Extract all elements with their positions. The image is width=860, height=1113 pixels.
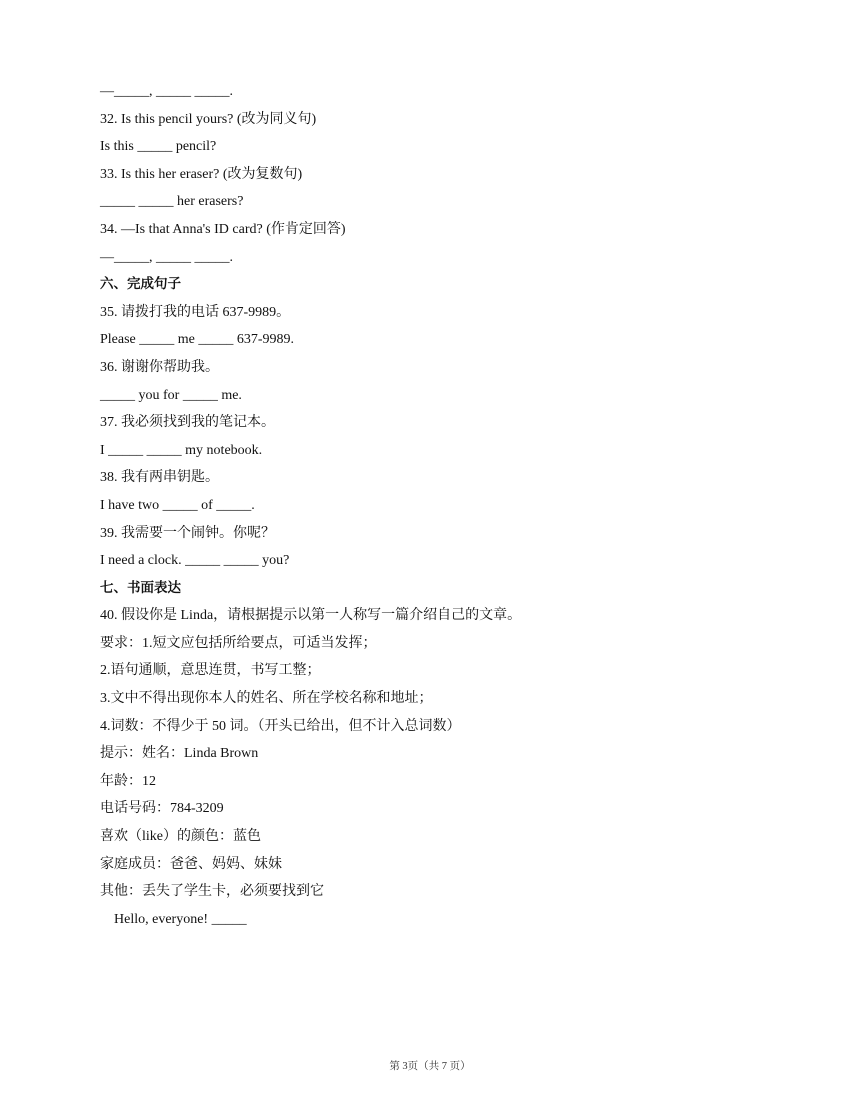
question-36: 36. 谢谢你帮助我。 xyxy=(100,359,219,375)
hint-line: 年龄：12 xyxy=(100,773,156,789)
answer-line: I have two _____ of _____. xyxy=(100,497,255,513)
answer-line: Is this _____ pencil? xyxy=(100,139,217,155)
answer-line: I _____ _____ my notebook. xyxy=(100,442,263,458)
answer-line: —_____, _____ _____. xyxy=(100,249,233,265)
answer-line: —_____, _____ _____. xyxy=(100,84,233,99)
hint-line: 喜欢（like）的颜色：蓝色 xyxy=(100,829,261,845)
question-38: 38. 我有两串钥匙。 xyxy=(100,470,219,486)
question-35: 35. 请拨打我的电话 637-9989。 xyxy=(100,304,291,320)
requirement-line: 4.词数：不得少于 50 词。（开头已给出，但不计入总词数） xyxy=(100,718,461,734)
question-34: 34. —Is that Anna's ID card? (作肯定回答) xyxy=(100,221,346,237)
answer-line: Please _____ me _____ 637-9989. xyxy=(100,332,295,348)
hint-line: 家庭成员：爸爸、妈妈、妹妹 xyxy=(100,856,282,872)
answer-line: _____ you for _____ me. xyxy=(100,387,242,403)
essay-opening-line: Hello, everyone! _____ xyxy=(114,911,247,927)
section-heading-writing: 七、书面表达 xyxy=(100,579,181,596)
hint-line: 提示：姓名：Linda Brown xyxy=(100,746,259,762)
section-heading-complete-sentences: 六、完成句子 xyxy=(100,276,181,293)
question-32: 32. Is this pencil yours? (改为同义句) xyxy=(100,111,317,127)
question-39: 39. 我需要一个闹钟。你呢？ xyxy=(100,525,275,541)
question-40: 40. 假设你是 Linda，请根据提示以第一人称写一篇介绍自己的文章。 xyxy=(100,608,522,624)
document-body xyxy=(100,78,760,933)
hint-line: 电话号码：784-3209 xyxy=(100,801,224,817)
requirement-line: 要求：1.短文应包括所给要点，可适当发挥； xyxy=(100,635,377,651)
answer-line: _____ _____ her erasers? xyxy=(100,194,244,210)
page-footer: 第 3页（共 7 页） xyxy=(389,1061,471,1072)
question-37: 37. 我必须找到我的笔记本。 xyxy=(100,415,275,431)
hint-line: 其他：丢失了学生卡，必须要找到它 xyxy=(100,884,324,900)
answer-line: I need a clock. _____ _____ you? xyxy=(100,553,290,569)
requirement-line: 3.文中不得出现你本人的姓名、所在学校名称和地址； xyxy=(100,691,433,707)
question-33: 33. Is this her eraser? (改为复数句) xyxy=(100,166,303,182)
requirement-line: 2.语句通顺，意思连贯，书写工整； xyxy=(100,663,321,679)
